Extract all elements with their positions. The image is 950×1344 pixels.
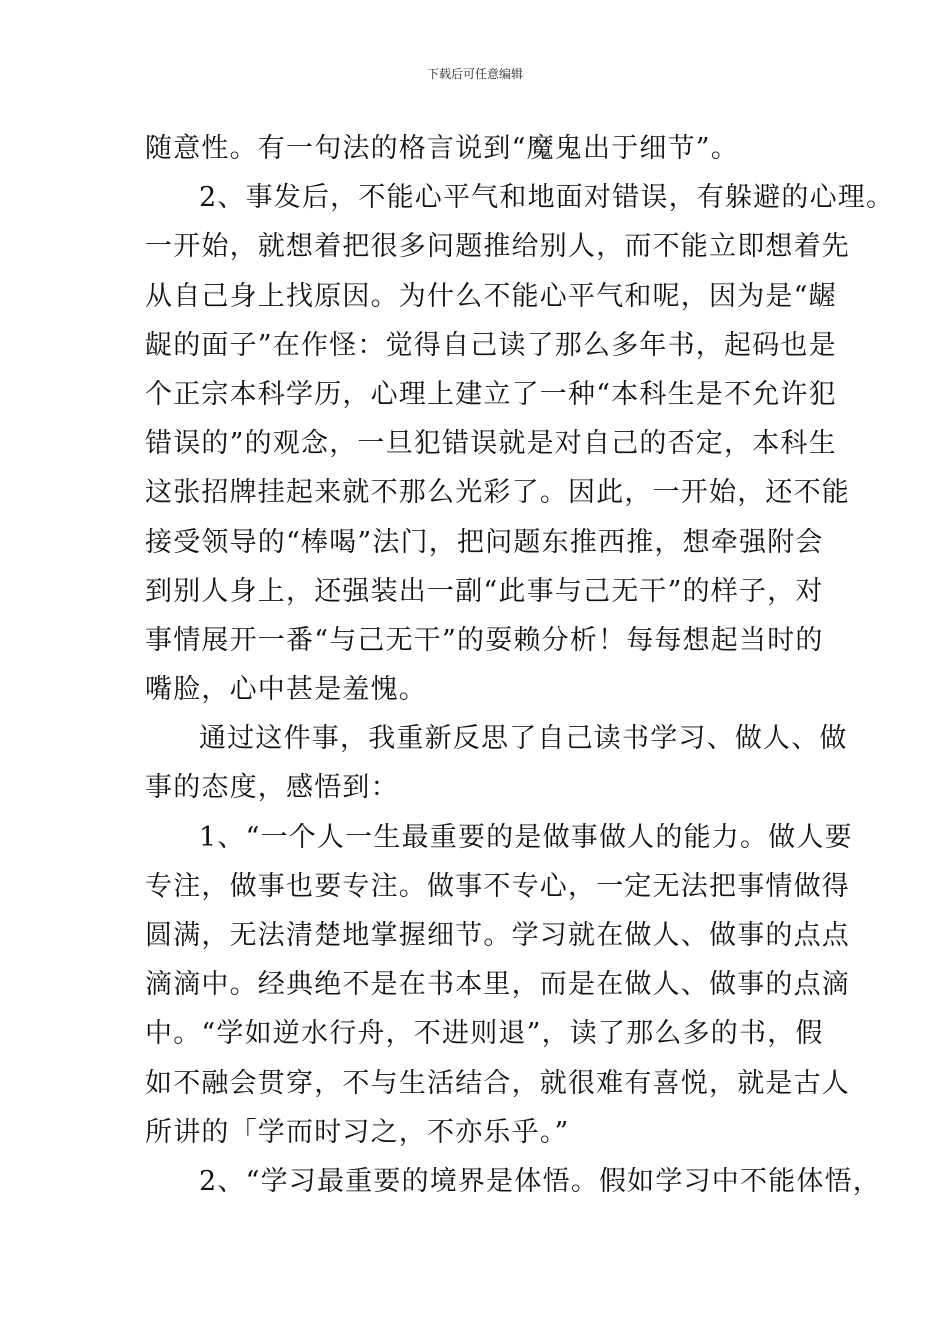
text-line: 错误的”的观念，一旦犯错误就是对自己的否定，本科生 — [145, 428, 837, 460]
text-line: 龊的面子”在作怪：觉得自己读了那么多年书，起码也是 — [145, 329, 837, 361]
text-line: 事情展开一番“与己无干”的耍赖分析！每每想起当时的 — [145, 624, 824, 656]
text-line: 接受领导的“棒喝”法门，把问题东推西推，想牵强附会 — [145, 526, 824, 558]
text-line: 1、“一个人一生最重要的是做事做人的能力。做人要 — [199, 821, 853, 853]
text-line: 随意性。有一句法的格言说到“魔鬼出于细节”。 — [145, 133, 740, 164]
text-line: 所讲的「学而时习之，不亦乐乎。” — [145, 1116, 570, 1148]
page-header: 下载后可任意编辑 — [426, 67, 523, 81]
text-line: 2、事发后，不能心平气和地面对错误，有躲避的心理。 — [199, 182, 895, 214]
text-line: 专注，做事也要专注。做事不专心，一定无法把事情做得 — [145, 870, 850, 902]
text-line: 事的态度，感悟到： — [145, 772, 399, 804]
text-line: 滴滴中。经典绝不是在书本里，而是在做人、做事的点滴 — [145, 969, 850, 1001]
text-line: 通过这件事，我重新反思了自己读书学习、做人、做 — [199, 723, 848, 755]
text-line: 圆满，无法清楚地掌握细节。学习就在做人、做事的点点 — [145, 920, 850, 951]
text-line: 到别人身上，还强装出一副“此事与己无干”的样子，对 — [145, 575, 824, 607]
text-line: 2、“学习最重要的境界是体悟。假如学习中不能体悟， — [199, 1165, 881, 1197]
text-line: 中。“学如逆水行舟，不进则退”，读了那么多的书，假 — [145, 1018, 824, 1050]
text-line: 这张招牌挂起来就不那么光彩了。因此，一开始，还不能 — [145, 477, 850, 509]
text-line: 嘴脸，心中甚是羞愧。 — [145, 674, 427, 706]
document-body — [145, 124, 895, 1206]
text-line: 从自己身上找原因。为什么不能心平气和呢，因为是“龌 — [145, 280, 837, 312]
text-line: 一开始，就想着把很多问题推给别人，而不能立即想着先 — [145, 231, 850, 263]
text-line: 如不融会贯穿，不与生活结合，就很难有喜悦，就是古人 — [145, 1067, 850, 1099]
text-line: 个正宗本科学历，心理上建立了一种“本科生是不允许犯 — [145, 378, 837, 410]
